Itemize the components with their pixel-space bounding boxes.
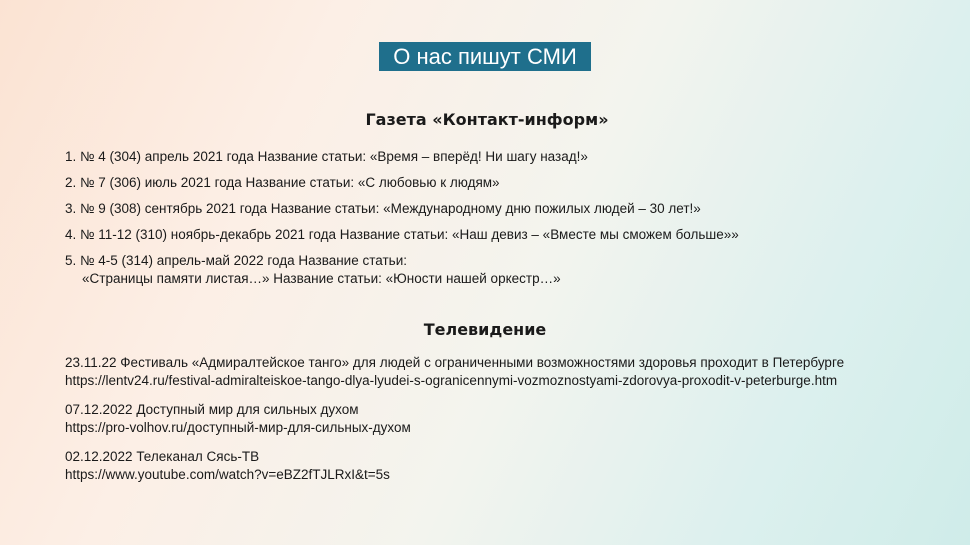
list-item — [65, 401, 844, 437]
tv-list — [65, 354, 844, 495]
list-item — [65, 226, 739, 244]
article-text: 2. № 7 (306) июль 2021 года Название статьи: «С любовью к людям» — [65, 175, 500, 190]
article-text: 5. № 4-5 (314) апрель-май 2022 года Название статьи: — [65, 253, 407, 268]
list-item — [65, 448, 844, 484]
tv-item-title: 23.11.22 Фестиваль «Адмиралтейское танго» для людей с ограниченными возможностями здоровья проходит в Петербурге — [65, 355, 845, 370]
list-item — [65, 354, 844, 390]
tv-item-title: 02.12.2022 Телеканал Сясь-ТВ — [65, 449, 260, 464]
list-item — [65, 200, 739, 218]
newspaper-heading: Газета «Контакт-информ» — [365, 110, 609, 129]
list-item — [65, 252, 739, 288]
tv-item-title: 07.12.2022 Доступный мир для сильных духом — [65, 402, 359, 417]
tv-heading: Телевидение — [423, 320, 547, 339]
article-text: 3. № 9 (308) сентябрь 2021 года Название статьи: «Международному дню пожилых людей – 30 лет!» — [65, 201, 701, 216]
list-item — [65, 148, 739, 166]
list-item — [65, 174, 739, 192]
tv-item-link[interactable]: https://www.youtube.com/watch?v=eBZ2fTJLRxI&t=5s — [65, 467, 390, 482]
page-title: О нас пишут СМИ — [379, 42, 591, 71]
article-text-continued: «Страницы памяти листая…» Название статьи: «Юности нашей оркестр…» — [82, 271, 561, 286]
tv-item-link[interactable]: https://pro-volhov.ru/доступный-мир-для-сильных-духом — [65, 420, 411, 435]
article-text: 4. № 11-12 (310) ноябрь-декабрь 2021 года Название статьи: «Наш девиз – «Вместе мы сможем больше»» — [65, 227, 739, 242]
article-text: 1. № 4 (304) апрель 2021 года Название статьи: «Время – вперёд! Ни шагу назад!» — [65, 149, 588, 164]
newspaper-article-list — [65, 148, 739, 296]
tv-item-link[interactable]: https://lentv24.ru/festival-admiralteiskoe-tango-dlya-lyudei-s-ogranicennymi-vozmoznostyami-zdorovya-proxodit-v-peterburge.htm — [65, 373, 838, 388]
